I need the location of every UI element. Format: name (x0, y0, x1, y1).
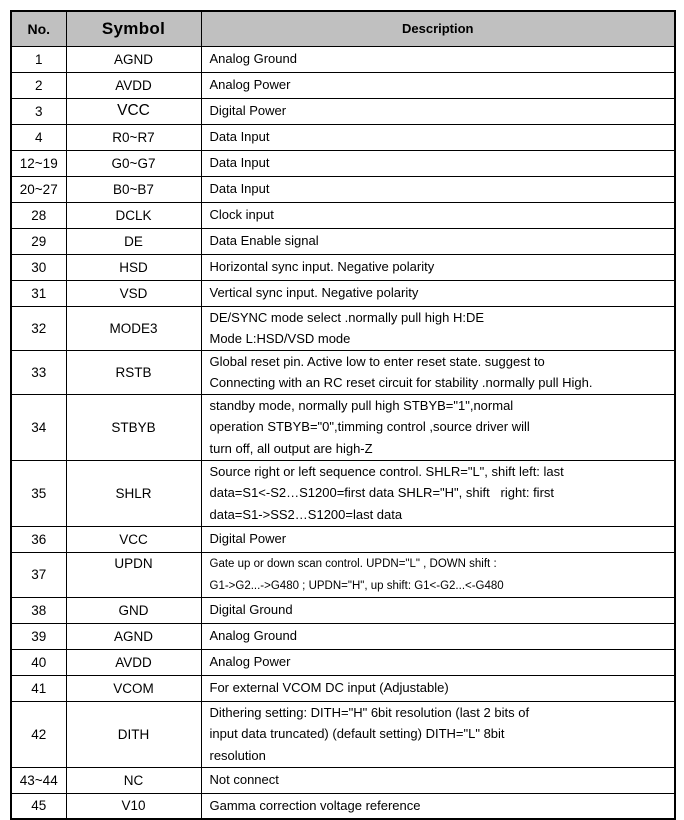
symbol-cell: AGND (66, 46, 201, 72)
table-row (11, 623, 675, 649)
description-cell (201, 526, 675, 552)
table-row (11, 150, 675, 176)
description-line: Analog Power (209, 77, 291, 93)
symbol-cell: VCC (66, 526, 201, 552)
table-row (11, 254, 675, 280)
description-line: Data Enable signal (209, 233, 319, 249)
description-line: Analog Ground (209, 628, 297, 644)
description-cell (201, 228, 675, 254)
description-line: Data Input (209, 181, 270, 197)
description-cell (201, 597, 675, 623)
description-line: Connecting with an RC reset circuit for stability .normally pull High. (209, 375, 593, 390)
pin-number-cell: 42 (11, 701, 66, 767)
symbol-cell: AVDD (66, 649, 201, 675)
description-cell (201, 254, 675, 280)
description-line: Data Input (209, 155, 270, 171)
table-row (11, 675, 675, 701)
pin-number-cell: 29 (11, 228, 66, 254)
pin-number-cell: 31 (11, 280, 66, 306)
description-line: G1->G2...->G480 ; UPDN="H", up shift: G1<-G2...<-G480 (209, 579, 504, 592)
symbol-cell: GND (66, 597, 201, 623)
symbol-cell: UPDN (66, 552, 201, 597)
description-cell (201, 649, 675, 675)
table-row (11, 72, 675, 98)
pin-number-cell: 28 (11, 202, 66, 228)
symbol-cell: STBYB (66, 394, 201, 460)
description-cell (201, 124, 675, 150)
description-cell (201, 767, 675, 793)
symbol-cell: R0~R7 (66, 124, 201, 150)
table-row (11, 597, 675, 623)
table-row (11, 767, 675, 793)
table-row (11, 124, 675, 150)
description-line: turn off, all output are high-Z (209, 440, 373, 456)
description-line: Global reset pin. Active low to enter reset state. suggest to (209, 353, 545, 369)
pin-number-cell: 2 (11, 72, 66, 98)
pin-number-cell: 41 (11, 675, 66, 701)
table-row (11, 202, 675, 228)
description-cell (201, 675, 675, 701)
symbol-cell: DITH (66, 701, 201, 767)
table-row (11, 793, 675, 819)
description-line: Digital Power (209, 531, 287, 547)
pin-number-cell: 40 (11, 649, 66, 675)
description-cell (201, 701, 675, 767)
table-row (11, 306, 675, 350)
pin-number-cell: 34 (11, 394, 66, 460)
description-line: Vertical sync input. Negative polarity (209, 285, 419, 301)
description-line: Mode L:HSD/VSD mode (209, 331, 351, 346)
table-row (11, 228, 675, 254)
description-line: Gamma correction voltage reference (209, 798, 421, 813)
symbol-cell: DCLK (66, 202, 201, 228)
description-cell (201, 552, 675, 597)
description-cell (201, 394, 675, 460)
pin-number-cell: 32 (11, 306, 66, 350)
description-line: Source right or left sequence control. SHLR="L", shift left: last (209, 463, 564, 479)
pin-number-cell: 1 (11, 46, 66, 72)
pin-number-cell: 3 (11, 98, 66, 124)
symbol-cell: AGND (66, 623, 201, 649)
col-header-description: Description (201, 11, 675, 46)
description-line: Dithering setting: DITH="H" 6bit resolution (last 2 bits of (209, 704, 530, 720)
description-line: Analog Power (209, 654, 291, 670)
description-line: Gate up or down scan control. UPDN="L" , DOWN shift : (209, 557, 497, 570)
table-row (11, 526, 675, 552)
table-row (11, 649, 675, 675)
description-line: resolution (209, 747, 266, 763)
symbol-cell: V10 (66, 793, 201, 819)
symbol-cell: HSD (66, 254, 201, 280)
pin-number-cell: 4 (11, 124, 66, 150)
description-line: Horizontal sync input. Negative polarity (209, 259, 435, 275)
pin-number-cell: 33 (11, 350, 66, 394)
description-line: standby mode, normally pull high STBYB="1",normal (209, 397, 514, 413)
symbol-cell: AVDD (66, 72, 201, 98)
pin-number-cell: 38 (11, 597, 66, 623)
description-cell (201, 46, 675, 72)
description-line: Data Input (209, 129, 270, 145)
description-cell (201, 202, 675, 228)
table-row (11, 701, 675, 767)
pin-number-cell: 35 (11, 460, 66, 526)
table-row (11, 98, 675, 124)
description-line: input data truncated) (default setting) DITH="L" 8bit (209, 726, 505, 742)
symbol-cell: NC (66, 767, 201, 793)
description-cell (201, 72, 675, 98)
table-row (11, 280, 675, 306)
pin-number-cell: 39 (11, 623, 66, 649)
description-line: data=S1->SS2…S1200=last data (209, 506, 403, 522)
symbol-cell: DE (66, 228, 201, 254)
pin-number-cell: 43~44 (11, 767, 66, 793)
pin-number-cell: 12~19 (11, 150, 66, 176)
pin-number-cell: 37 (11, 552, 66, 597)
description-line: Not connect (209, 772, 279, 788)
description-line: data=S1<-S2…S1200=first data SHLR="H", shift right: first (209, 485, 555, 501)
description-cell (201, 460, 675, 526)
table-row (11, 552, 675, 597)
description-cell (201, 793, 675, 819)
pin-number-cell: 36 (11, 526, 66, 552)
description-cell (201, 176, 675, 202)
description-line: Digital Ground (209, 602, 293, 618)
symbol-cell: B0~B7 (66, 176, 201, 202)
description-line: DE/SYNC mode select .normally pull high H:DE (209, 309, 485, 325)
table-body (11, 46, 675, 819)
table-row (11, 46, 675, 72)
description-line: Analog Ground (209, 51, 297, 67)
table-header (11, 11, 675, 46)
symbol-cell: G0~G7 (66, 150, 201, 176)
description-line: For external VCOM DC input (Adjustable) (209, 680, 449, 696)
description-cell (201, 150, 675, 176)
col-header-no: No. (11, 11, 66, 46)
table-row (11, 350, 675, 394)
symbol-cell: SHLR (66, 460, 201, 526)
symbol-cell: VCOM (66, 675, 201, 701)
description-cell (201, 98, 675, 124)
table-row (11, 460, 675, 526)
description-line: Clock input (209, 207, 274, 223)
description-cell (201, 280, 675, 306)
description-line: operation STBYB="0",timming control ,source driver will (209, 419, 530, 435)
description-cell (201, 306, 675, 350)
header-row (11, 11, 675, 46)
description-line: Digital Power (209, 103, 287, 119)
table-row (11, 394, 675, 460)
table-row (11, 176, 675, 202)
pin-number-cell: 20~27 (11, 176, 66, 202)
description-cell (201, 623, 675, 649)
pin-number-cell: 45 (11, 793, 66, 819)
symbol-cell: RSTB (66, 350, 201, 394)
description-cell (201, 350, 675, 394)
col-header-symbol: Symbol (66, 11, 201, 46)
symbol-cell: VSD (66, 280, 201, 306)
symbol-cell: MODE3 (66, 306, 201, 350)
symbol-cell: VCC (66, 98, 201, 124)
pin-description-table (10, 10, 676, 820)
pin-number-cell: 30 (11, 254, 66, 280)
